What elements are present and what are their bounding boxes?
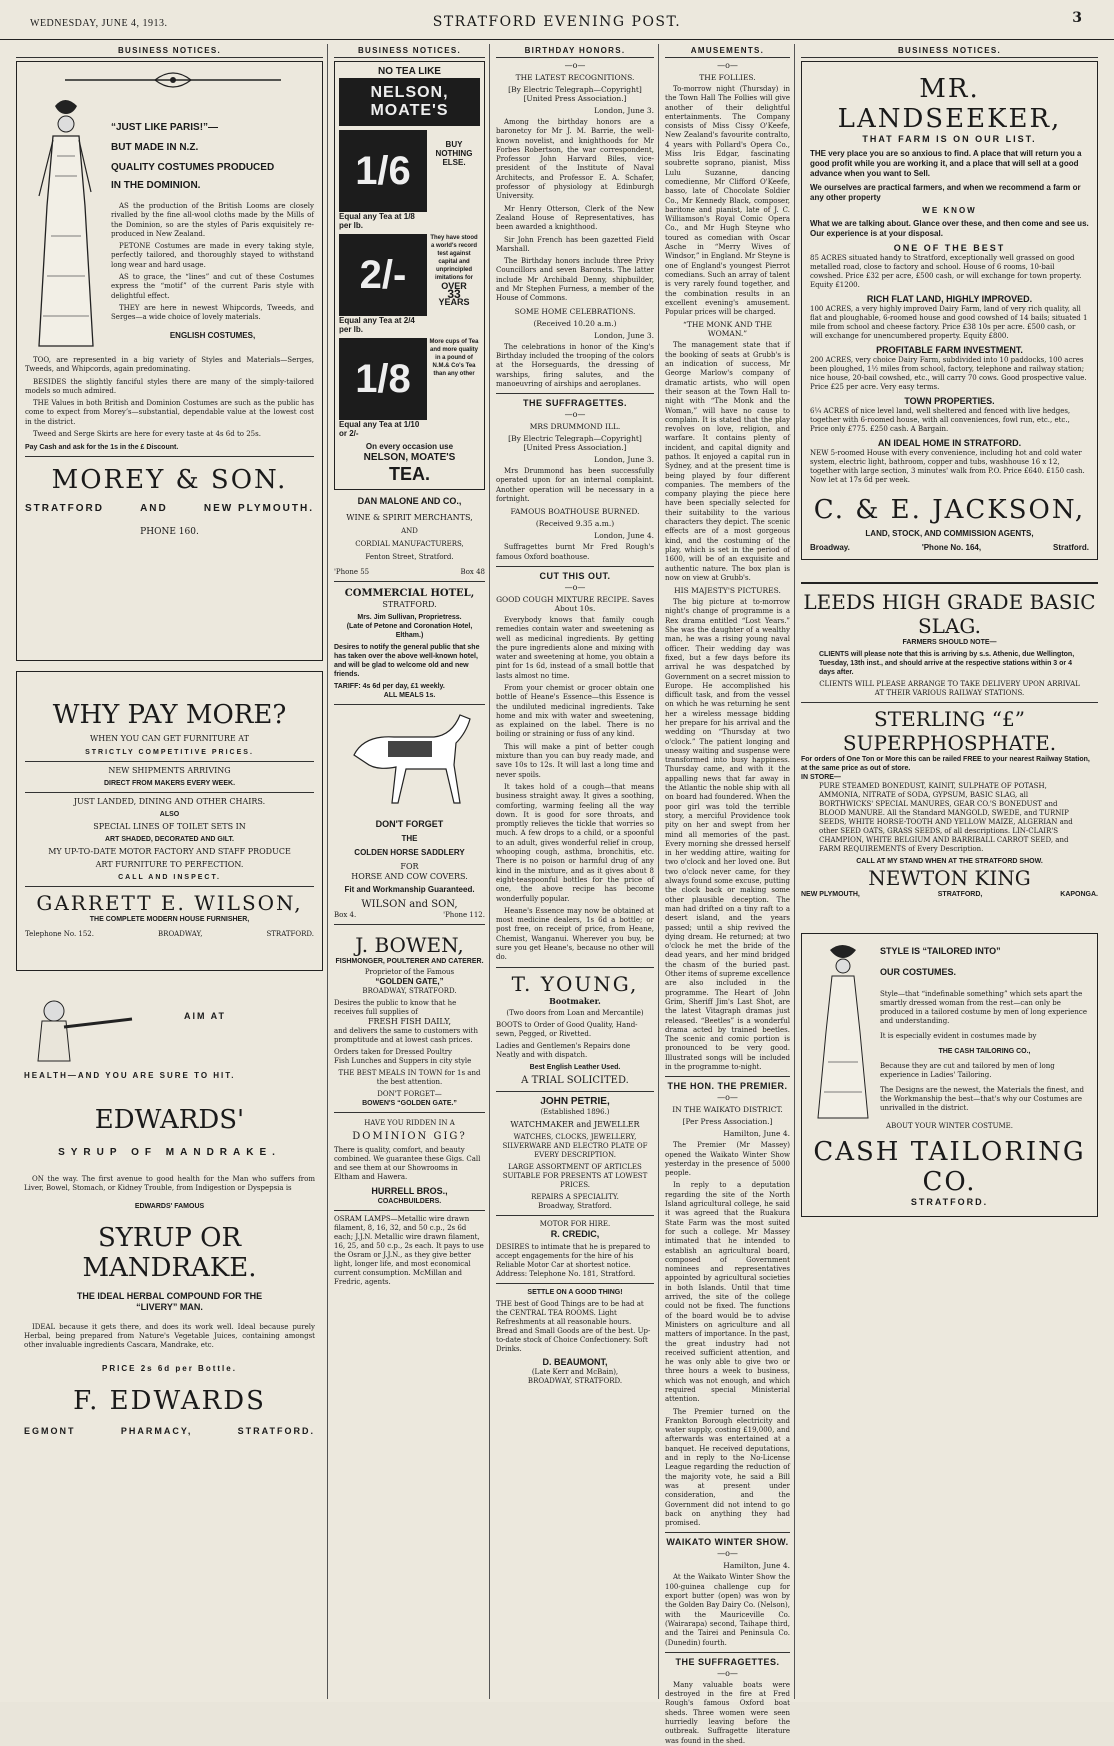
byline: [Per Press Association.] [682, 1117, 773, 1127]
morey-advert [16, 61, 323, 661]
column-3: BIRTHDAY HONORS. —o— THE LATEST RECOGNITIONS. [By Electric Telegraph—Copyright] [United Press Association.] London, June 3. Among the birthday honors are a baronetcy for Mr J. M. Barrie, the well-known novelist, and knighthoods for Mr Forbes Robertson, the war correspondent, Professor John Harvard Biles, vice-president of the Institute of Naval Architects, and Professor E. A. Schafer, professor of physiology at Edinburgh University. Mr Henry Otterson, Clerk of the New Zealand House of Representatives, has been awarded a knighthood. Sir John French has been gazetted Field Marshall. The Birthday honors include three Privy Councillors and seven Baronets. The latter include Mr Archibald Denny, shipbuilder, and Mr Stephen Furness, a member of the House of Commons. SOME HOME CELEBRATIONS. (Received 10.20 a.m.) London, June 3. The celebrations in honor of the King's Birthday included the trooping of the colors at the Horseguards, the dressing of warships, firing salutes, and the manoeuvring of airships and aeroplanes. THE SUFFRAGETTES. —o— MRS DRUMMOND ILL. [By Electric Telegraph—Copyright] [United Press Association.] London, June 3. Mrs Drummond has been successfully operated upon for an internal complaint. Another operation will be necessary in a fortnight. FAMOUS BOATHOUSE BURNED. (Received 9.35 a.m.) London, June 4. Suffragettes burnt Mr Fred Rough's famous Oxford boathouse. CUT THIS OUT. —o— GOOD COUGH MIXTURE RECIPE. Saves About 10s. Everybody knows that family cough remedies contain water and sweetening as well as medicinal ingredients. By getting the pure ingredients alone and mixing with water and sweetening at home, you obtain a pint for 1s 6d, instead of a small bottle that lasts almost no time. From your chemist or grocer obtain one bottle of Heane's Essence—this Essence is the undiluted medicinal ingredients. Take home and mix with water and sweetening, as explained on the label. There is no boiling or straining or fuss of any kind. This will make a pint of better cough mixture than you can buy ready made, and save 10s to 12s. It will last a long time and never spoils. It takes hold of a cough—that means business straight away. It gives a soothing, comforting, warming feeling all the way down. It is good for sore throats, and promptly relieves the tickle that worries so much. A few drops to a child, or a spoonful to an adult, gives wonderful relief in croup, whooping cough, asthma, bronchitis, etc. There is no poison or harmful drug of any kind in the mixture, and as it gives about 8 eight-teaspoonful bottles for the price of one, the above recipe has become wonderfully popular. Heane's Essence may now be obtained at most medicine dealers, 1s 6d a bottle; or post free, on receipt of price, from Heane, Chemist, Wanganui. Wherever you buy, be sure you get Heane's, because no other will do. T. YOUNG, Bootmaker. (Two doors from Loan and Mercantile) BOOTS to Order of Good Quality, Hand-sewn, Pegged, or Rivetted. Ladies and Gentlemen's Repairs done Neatly and with dispatch. Best English Leather Used. A TRIAL SOLICITED. JOHN PETRIE, (Established 1896.) WATCHMAKER and JEWELLER WATCHES, CLOCKS, JEWELLERY, SILVERWARE AND ELECTRO PLATE OF EVERY DESCRIPTION. LARGE ASSORTMENT OF ARTICLES SUITABLE FOR PRESENTS AT LOWEST PRICES. REPAIRS A SPECIALITY. Broadway, Stratford. MOTOR FOR HIRE. R. CREDIC, DESIRES to intimate that he is prepared to accept engagements for the hire of his Reliable Motor Car at shortest notice. Address: Telephone No. 181, Stratford. SETTLE ON A GOOD THING! THE best of Good Things are to be had at the CENTRAL TEA ROOMS. Light Refreshments at all reasonable hours. Bread and Small Goods are of the best. Up-to-date stock of Choice Confectionery. Soft Drinks. D. BEAUMONT, (Late Kerr and McBain), BROADWAY, STRATFORD. [492, 44, 659, 1699]
fresh-fish: FRESH FISH DAILY, [367, 1017, 452, 1026]
tea-price: 1/6 [339, 130, 427, 212]
subhead: ALSO [159, 811, 180, 818]
headline-made-in-nz: BUT MADE IN N.Z. [111, 142, 199, 153]
slogan: ELSE. [442, 158, 466, 167]
malone-advert [334, 496, 485, 582]
style-heading: STYLE IS “TAILORED INTO” [880, 946, 1001, 956]
location-joiner: AND [140, 503, 168, 515]
tea-price: 1/8 [339, 338, 427, 420]
famous-label: EDWARDS' FAMOUS [134, 1202, 205, 1210]
section-heading: WAIKATO WINTER SHOW. [666, 1537, 789, 1548]
paragraph: Desires the public to know that he receives full supplies of [334, 999, 457, 1016]
slag-heading: SLAG. [917, 614, 982, 638]
subhead: ART FURNITURE TO PERFECTION. [95, 860, 244, 869]
settle-heading: SETTLE ON A GOOD THING! [527, 1288, 623, 1296]
super-heading: SUPERPHOSPHATE. [842, 731, 1057, 755]
phone: 'Phone 55 [334, 568, 370, 576]
wilson-advert [16, 671, 323, 971]
paragraph: THE best of Good Things are to be had at the CENTRAL TEA ROOMS. Light Refreshments at all reasonable hours. Bread and Small Goods are of the best. Up-to-date stock of Choice Confectionery. Soft Drinks. [496, 1299, 651, 1353]
phone: 'Phone 112. [443, 911, 485, 919]
box-number: Box 4. [334, 911, 357, 919]
slag-heading: LEEDS HIGH GRADE BASIC [803, 590, 1096, 614]
newton-king-advert [801, 582, 1098, 899]
article-heading: MRS DRUMMOND ILL. [529, 422, 621, 432]
paragraph: BOOTS to Order of Good Quality, Hand-sewn, Pegged, or Rivetted. [496, 1020, 638, 1038]
in-store: IN STORE— [801, 774, 841, 781]
paragraph: TOO, are represented in a big variety of Styles and Materials—Serges, Tweeds, and Whipcords, again predominating. [25, 356, 314, 374]
byline: [By Electric Telegraph—Copyright] [United Press Association.] [508, 434, 642, 453]
rifleman-icon [24, 991, 134, 1071]
call-at-stand: CALL AT MY STAND WHEN AT THE STRATFORD SHOW. [856, 858, 1043, 865]
cash-tailoring-advert [801, 933, 1098, 1217]
paragraph: Suffragettes burnt Mr Fred Rough's famous Oxford boathouse. [496, 543, 654, 561]
street: BROADWAY, [158, 930, 203, 938]
paragraph: THEY are here in newest Whipcords, Tweeds, and Serges—a wide choice of lovely materials. [111, 303, 314, 322]
trade: COACHBUILDERS. [377, 1198, 442, 1205]
headline-dominion: IN THE DOMINION. [111, 180, 201, 191]
subhead: SPECIAL LINES OF TOILET SETS IN [93, 822, 246, 831]
dateline: London, June 3. [594, 330, 654, 340]
firm-name: WILSON and SON, [361, 899, 458, 910]
paragraph: The management state that if the booking of seats at Grubb's is an indication of success, Mr George Marlow's company of dramatic artists, who will open their season at the Town Hall to-night with “The Monk and the Woman,” will have no cause to complain. It is stated that the play revolves on love, religion, and warfare. It contains plenty of incident, and capital dignity and pathos. It enjoyed a capital run in Sydney, and at the present time is being played by four different companies. The members of the company playing the piece here have been specially selected for their suitability to the various characters they depict. The scenic effects are of a most gorgeous kind, and the costuming of the play, which is set in the period of 1600, will be of an exquisite and authentic nature. The box plan is now on view at Grubb's. [665, 341, 790, 582]
address: BROADWAY, STRATFORD. [527, 1376, 623, 1385]
locations-row [25, 503, 314, 515]
tea-brand: NELSON, MOATE'S [363, 452, 456, 463]
column-header: AMUSEMENTS. [665, 44, 790, 58]
discount-line: Pay Cash and ask for the 1s in the £ Discount. [25, 444, 179, 452]
dominion-gig: DOMINION GIG? [352, 1131, 467, 1142]
tea-years: YEARS [438, 297, 470, 307]
subhead: MY UP-TO-DATE MOTOR FACTORY AND STAFF PRODUCE [48, 847, 291, 856]
column-header: BUSINESS NOTICES. [16, 44, 323, 58]
ideal-compound: THE IDEAL HERBAL COMPOUND FOR THE [76, 1290, 263, 1301]
tea-advert [334, 61, 485, 490]
product-name: SYRUP OF MANDRAKE. [58, 1147, 281, 1158]
location: KAPONGA. [1060, 891, 1098, 898]
edwards-advert [16, 985, 323, 1625]
covers: HORSE AND COW COVERS. [351, 872, 468, 881]
late-of: (Late Kerr and McBain), [531, 1367, 619, 1376]
headline-why-pay-more: WHY PAY MORE? [52, 700, 287, 730]
address: Broadway, Stratford. [538, 1201, 612, 1210]
article-heading: HIS MAJESTY'S PICTURES. [674, 586, 781, 596]
firm-name: J. BOWEN, [355, 933, 464, 957]
address: Fenton Street, Stratford. [365, 553, 454, 561]
meals: ALL MEALS 1s. [383, 692, 436, 699]
firm-name: C. & E. JACKSON, [813, 495, 1086, 525]
headline-quality: QUALITY COSTUMES PRODUCED [111, 162, 275, 173]
trade-line: CORDIAL MANUFACTURERS, [355, 540, 464, 548]
column-2 [330, 44, 490, 1699]
street: Broadway. [810, 543, 850, 552]
slogan: BUY [445, 140, 463, 149]
listing: 85 ACRES situated handy to Stratford, exceptionally well grassed on good metalled road, close to factory and school. House of 6 rooms, 10-bail cowshed. Price £32 per acre, £500 cash, or will exchange for town property. Equity £1200. [810, 254, 1082, 289]
brand-name: EDWARDS' [94, 1105, 245, 1135]
beaumont-advert [496, 1288, 654, 1386]
paragraph: Heane's Essence may now be obtained at most medicine dealers, 1s 6d a bottle; or post free, on receipt of price, from Heane, Chemist, Wanganui. Wherever you buy, be sure you get Heane's, because no other will do. [496, 906, 654, 962]
saddlery-name: COLDEN HORSE SADDLERY [354, 848, 465, 857]
product-name-large: SYRUP OR MANDRAKE. [82, 1222, 257, 1283]
location: (Two doors from Loan and Mercantile) [506, 1008, 644, 1017]
paragraph: Mr Henry Otterson, Clerk of the New Zealand House of Representatives, has been awarded a knighthood. [496, 204, 654, 232]
article-heading: THE FOLLIES. [699, 73, 756, 82]
hurrell-advert [334, 1119, 485, 1211]
trial: A TRIAL SOLICITED. [521, 1074, 629, 1086]
dateline: Hamilton, June 4. [723, 1129, 790, 1139]
paragraph: Because they are cut and tailored by men of long experience in Ladies' Tailoring. [880, 1062, 1055, 1079]
listing-heading: TOWN PROPERTIES. [904, 396, 995, 406]
subhead: CALL AND INSPECT. [118, 874, 221, 881]
proprietress: Mrs. Jim Sullivan, Proprietress. [357, 614, 462, 621]
landseeker-advert [801, 61, 1098, 560]
town: Stratford. [1053, 543, 1089, 552]
livery-man: “LIVERY” MAN. [136, 1301, 203, 1312]
tea-equal: Equal any Tea at 1/8 per lb. [339, 212, 415, 230]
and: AND [401, 527, 418, 535]
dont-forget: DON'T FORGET— [377, 1090, 442, 1098]
paragraph: ON the way. The first avenue to good health for the Man who suffers from Liver, Bowel, Stomach, or Kidney Trouble, from Indigestion or Dyspepsia is [24, 1175, 315, 1193]
intro: We ourselves are practical farmers, and when we recommend a farm or any other property [810, 183, 1081, 202]
issue-date: WEDNESDAY, JUNE 4, 1913. [30, 18, 168, 29]
telephone: Telephone No. 152. [25, 930, 94, 938]
town: STRATFORD. [266, 930, 314, 938]
firm-name: MOREY & SON. [51, 465, 288, 496]
byline: [By Electric Telegraph—Copyright] [United Press Association.] [508, 85, 642, 103]
paragraph: The Birthday honors include three Privy Councillors and seven Baronets. The latter include Mr Archibald Denny, shipbuilder, and Mr Stephen Furness, a member of the House of Commons. [496, 257, 654, 303]
slogan: NOTHING [435, 149, 473, 158]
osram-advert: OSRAM LAMPS—Metallic wire drawn filament, 8, 16, 32, and 50 c.p., 2s 6d each; J.J.N. Metallic wire drawn filament, 16, 25, and 50 c.p., 2s each. It pays to use the Osram or J.J.N., as they give better light, longer life, and most economical current consumption. McMillan and Fredric, agents. [334, 1215, 484, 1286]
newspaper-title: STRATFORD EVENING POST. [432, 14, 682, 30]
tailoring-co: THE CASH TAILORING CO., [938, 1048, 1031, 1055]
price: PRICE 2s 6d per Bottle. [102, 1364, 237, 1374]
listing: 200 ACRES, very choice Dairy Farm, subdivided into 10 paddocks, 100 acres been ploughed, 1½ miles from school, factory, telephone and railway station; nice house, 20-bail cowshed, etc., will carry 70 cows. Good prospective value. Price £25 per acre. Very easy terms. [810, 356, 1087, 391]
young-advert [496, 972, 654, 1087]
paragraph: Tweed and Serge Skirts are here for every taste at 4s 6d to 25s. [33, 430, 261, 439]
firm-name: NEWTON KING [868, 866, 1031, 890]
tea-top: NO TEA LIKE [378, 66, 441, 77]
masthead [0, 0, 1114, 40]
meals: THE BEST MEALS IN TOWN for 1s and the best attention. [338, 1069, 481, 1086]
location: STRATFORD, [937, 891, 983, 898]
section-heading: THE SUFFRAGETTES. [675, 1656, 780, 1667]
paragraph: PETONE Costumes are made in every taking style, perfectly tailored, and thoroughly stayed to withstand long wear and hard usage. [111, 242, 314, 269]
location: STRATFORD [25, 503, 104, 515]
we-know: WE KNOW [922, 206, 977, 215]
paragraph: Desires to notify the general public that she has taken over the above well-known hotel, and will be glad to welcome old and new friends. [334, 644, 480, 678]
listing-heading: PROFITABLE FARM INVESTMENT. [876, 345, 1023, 355]
subhead: DIRECT FROM MAKERS EVERY WEEK. [103, 780, 236, 787]
page-number: 3 [1072, 10, 1082, 26]
firm-name: T. YOUNG, [511, 971, 639, 996]
trade: WATCHMAKER and JEWELLER [510, 1119, 640, 1129]
address: BROADWAY, STRATFORD. [362, 987, 457, 995]
firm-name: F. EDWARDS [73, 1386, 266, 1417]
repairs: REPAIRS A SPECIALITY. [531, 1192, 619, 1201]
petrie-advert [496, 1096, 654, 1211]
trade: FISHMONGER, POULTERER AND CATERER. [335, 958, 484, 965]
paragraph: It takes hold of a cough—that means business straight away. It gives a soothing, comforting, warming feeling all the way down. It is good for sore throats, and promptly relieves the tickle that worries so much. A few drops to a child, or a spoonful to an adult, gives wonderful relief in croup, whooping cough, asthma, bronchitis, etc. There is no poison or harmful drug of any kind in the mixture, and as it gives about 8 eight-teaspoonful bottles for the price of one, the above recipe has become wonderfully popular. [496, 782, 654, 903]
paragraph: Sir John French has been gazetted Field Marshall. [496, 235, 654, 253]
dont-forget: DON'T FORGET [375, 819, 444, 829]
town: STRATFORD. [910, 1197, 989, 1207]
paragraph: From your chemist or grocer obtain one bottle of Heane's Essence—this Essence is the undiluted medicinal ingredients. Take home and mix with water and sweetening, as explained on the label. There is no boiling or straining or fuss of any kind. [496, 683, 654, 739]
paragraph: Many valuable boats were destroyed in the fire at Fred Rough's famous Oxford boat sheds. Three women were seen hurriedly leaving before the outbreak. Suffragette literature was found in the shed. [665, 1680, 790, 1745]
trade-line: WINE & SPIRIT MERCHANTS, [346, 513, 473, 522]
received: (Received 10.20 a.m.) [533, 318, 617, 328]
paragraph: The big picture at to-morrow night's change of programme is a Rex drama entitled “Lost Years.” She was the daughter of a wealthy man, he was a rising young naval officer. Their wedding day was fixed, but a few days before its arrival he was despatched by Government on a secret mission to Europe. He accomplished his difficult task, and from the vessel on which he was returning he sent her a wireless message bidding her prepare for his arrival and the wedding on “Thursday at two o'clock.” The patient longing and uneasy waiting and suspense were transformed into busy happiness. Thursday came, and with it the appalling news that far away in the Atlantic the noble ship with all on board had foundered. When the poor girl was told the terrible story, a merciful Providence took pity on her and swept from her mind all memories of the past. Every morning she dressed herself in her wedding attire, waiting for two o'clock and her loved one. But two o'clock never came, for they always found some excuse, putting the clock back or making some other plausible deception. The man had drifted on a tiny raft to a desert island, and the years passed; until a ship revived the dying dream. He returned; at two o'clock he met the bride of the dead years, and her mind bridged the chasm of the buried past. Other items of supreme excellence are also included in the programme. The Heart of John Grim, Sheriff Jim's Last Shot, are the latest Vitagraph dramas just released. “Beetles” is a wonderful drama acted by trained beetles. The scenic and comic portion is pronounced to be very good. Illustrated songs will be included in the programme to-night. [665, 598, 790, 1071]
column-header: BUSINESS NOTICES. [334, 44, 485, 58]
listing: 6¼ ACRES of nice level land, well sheltered and fenced with live hedges, together with 6-roomed house, with all conveniences, fowl run, etc., etc., Price only £775. £250 cash. A Bargain. [810, 407, 1071, 433]
listing-heading: ONE OF THE BEST [893, 243, 1006, 253]
farmers-note: FARMERS SHOULD NOTE— [902, 639, 997, 646]
firm-name: R. CREDIC, [550, 1228, 600, 1239]
motor-for-hire: MOTOR FOR HIRE. [539, 1219, 611, 1228]
tea-years-number: 33 [447, 287, 461, 301]
phone: 'Phone No. 164, [921, 543, 982, 552]
paragraph: AS the production of the British Looms are closely rivalled by the fine all-wool cloths made by the Mills of the Dominion, so are the styles of Paris exquisitely re-produced in New Zealand. [111, 202, 314, 238]
listing-heading: RICH FLAT LAND, HIGHLY IMPROVED. [866, 294, 1033, 304]
aim-at: AIM AT [184, 1011, 226, 1021]
lady-in-costume-icon [25, 96, 105, 356]
paragraph: This will make a pint of better cough mixture than you can buy ready made, and save 10s to 12s. It will last a long time and never spoils. [496, 742, 654, 779]
firm-name: JOHN PETRIE, [540, 1095, 610, 1107]
headline-landseeker: MR. LANDSEEKER, [837, 74, 1062, 134]
paragraph: There is quality, comfort, and beauty combined. We guarantee these Gigs. Call and see them at our Showrooms in Eltham and Hawera. [334, 1146, 481, 1181]
firm-subtitle: THE COMPLETE MODERN HOUSE FURNISHER, [89, 916, 250, 923]
section-heading: CUT THIS OUT. [539, 570, 611, 581]
article-heading: FAMOUS BOATHOUSE BURNED. [510, 507, 640, 517]
contact-row [25, 930, 314, 939]
paragraph: Everybody knows that family cough remedies contain water and sweetening as well as medicinal ingredients. By getting the pure ingredients alone and mixing with water and sweetening at home, you obtain a pint for 1s 6d, instead of a small bottle that lasts almost no time. [496, 615, 654, 680]
credic-advert [496, 1220, 654, 1279]
paragraph: Style—that “indefinable something” which sets apart the smartly dressed woman from the rest—can only be produced in a tailored costume by men of long experience and understanding. [880, 990, 1087, 1025]
health-slogan: HEALTH—AND YOU ARE SURE TO HIT. [24, 1071, 236, 1080]
paragraph: To-morrow night (Thursday) in the Town Hall The Follies will give another of their delightful entertainments. The Company consists of Miss Cissy O'Keefe, New Zealand's favourite contralto, 4 years with Pollard's Opera Co., Miss Iris Edgar, fascinating soubrette soprano, pianist, Miss Lulu Suzanne, dancing comedienne, Mr Clifford O'Keefe, basso, late of Chocolate Soldier Co., Mr Kennedy Black, composer, baritone and pianist, late of J. C. Williamson's Royal Comic Opera Co., and Mr Hugh Steyne who toured as comedian with Oscar Asche in “Merry Wives of Windsor,” in England. Mr Steyne is one of England's youngest Pierrot comedians. Such an array of talent is very rarely found together, and the combination results in an excellent evening's amusement. Popular prices will be charged. [665, 85, 790, 317]
pharmacy-label: PHARMACY, [120, 1426, 193, 1437]
lunches: Fish Lunches and Suppers in city style [334, 1057, 472, 1065]
assortment: LARGE ASSORTMENT OF ARTICLES SUITABLE FOR PRESENTS AT LOWEST PRICES. [502, 1162, 648, 1189]
tariff: TARIFF: 4s 6d per day, £1 weekly. [334, 683, 445, 690]
for: FOR [400, 862, 419, 871]
leather: Best English Leather Used. [529, 1063, 621, 1071]
subhead: STRICTLY COMPETITIVE PRICES. [85, 749, 254, 756]
tea-equal: Equal any Tea at 1/10 or 2/- [339, 420, 420, 438]
firm-name: CASH TAILORING CO. [813, 1137, 1086, 1197]
firm-name: DAN MALONE AND CO., [357, 496, 462, 506]
listing: 100 ACRES, a very highly improved Dairy Farm, land of very rich quality, all flat and ploughable, 6-roomed house and good cowshed of 14 bails; situated 1 mile from school and cheese factory. Price £38 10s per acre. £500 cash, or will exchange for unencumbered property. Equity £800. [810, 305, 1088, 340]
paragraph: PURE STEAMED BONEDUST, KAINIT, SULPHATE OF POTASH, AMMONIA, NITRATE of SODA, GYPSUM, BASIC SLAG, all BORTHWICKS' SPECIAL MANURES, GEAR CO.'S BONEDUST and BLOOD MANURE. All the Standard MANGOLD, SWEDE, and TURNIP SEEDS, WHITE HORSE-TOOTH AND YELLOW MAIZE, ALGERIAN and other SEED OATS, GRASS SEEDS, of all descriptions. LIN-CLAIR'S CHAMPION, WHITE BELGIUM AND BARRIBALL CARROT SEED, and FARM REQUIREMENTS of Every Description. [819, 782, 1073, 853]
paragraph: The celebrations in honor of the King's Birthday included the trooping of the colors at the Horseguards, the dressing of warships, firing salutes, and the manoeuvring of airships and aeroplanes. [496, 342, 654, 388]
hotel-advert [334, 588, 485, 705]
subhead: NEW SHIPMENTS ARRIVING [108, 766, 231, 775]
cafe-name: BOWEN'S “GOLDEN GATE.” [362, 1100, 457, 1107]
dateline: Hamilton, June 4. [723, 1561, 790, 1571]
firm-name: D. BEAUMONT, [542, 1356, 608, 1367]
firm-name: HURRELL BROS., [371, 1186, 448, 1196]
established: (Established 1896.) [540, 1107, 610, 1116]
paragraph: The Premier turned on the Frankton Borough electricity and water supply, costing £19,000, and afterwards was entertained at a banquet. He received deputations, and in reply to the No-License League regarding the reduction of the majority vote, he said a Bill was at present under consideration, and the Government did not intend to go back on anything they had promised. [665, 1407, 790, 1528]
article-heading: SOME HOME CELEBRATIONS. [514, 306, 636, 316]
style-heading: OUR COSTUMES. [880, 967, 957, 977]
tea-word: TEA. [388, 464, 430, 484]
paragraph: Among the birthday honors are a baronetcy for Mr J. M. Barrie, the well-known novelist, and knighthoods for Mr Forbes Robertson, the war correspondent, Professor John Harvard Biles, vice-president of the Institute of Naval Architects, and Professor E. A. Schafer, professor of physiology at Edinburgh University. [496, 118, 654, 201]
winter-costume: ABOUT YOUR WINTER COSTUME. [886, 1122, 1013, 1130]
tea-brand-banner: NELSON, MOATE'S [339, 78, 480, 126]
subhead: WHEN YOU CAN GET FURNITURE AT [90, 734, 249, 743]
location: NEW PLYMOUTH, [801, 891, 860, 898]
column-header: BUSINESS NOTICES. [801, 44, 1098, 58]
trade: LAND, STOCK, AND COMMISSION AGENTS, [865, 529, 1034, 538]
paragraph: THE Values in both British and Dominion Costumes are such as the public has come to expect from Morey’s—substantial, dependable value at the lowest cost in the district. [25, 399, 314, 426]
paragraph: Mrs Drummond has been successfully operated upon for an internal complaint. Another operation will be necessary in a fortnight. [496, 467, 654, 504]
dateline: London, June 3. [594, 455, 654, 465]
super-heading: STERLING “£” [874, 707, 1025, 731]
proprietor: Proprietor of the Famous [364, 968, 455, 976]
dateline: London, June 4. [594, 531, 654, 541]
dateline: London, June 3. [594, 106, 654, 115]
late-of: (Late of Petone and Coronation Hotel, Eltham.) [346, 623, 473, 639]
paragraph: CLIENTS will please note that this is arriving by s.s. Athenic, due Wellington, Tuesday, 13th inst., and should arrive at the respective stations within 3 or 4 days after. [819, 651, 1075, 676]
decorative-flourish-icon [25, 68, 321, 92]
paragraph: and delivers the same to customers with promptitude and at lowest cash prices. [334, 1027, 479, 1044]
received: (Received 9.35 a.m.) [535, 519, 615, 529]
article-heading: THE LATEST RECOGNITIONS. [515, 73, 635, 82]
footer-row [24, 1426, 315, 1437]
trade: Bootmaker. [549, 995, 601, 1006]
article-heading: “THE MONK AND THE WOMAN.” [682, 320, 772, 339]
column-header: BIRTHDAY HONORS. [496, 44, 654, 58]
tea-over: OVER [441, 281, 467, 291]
town: STRATFORD. [382, 600, 437, 609]
guarantee: Fit and Workmanship Guaranteed. [344, 885, 475, 894]
section-heading: THE HON. THE PREMIER. [667, 1081, 788, 1092]
subhead: JUST LANDED, DINING AND OTHER CHAIRS. [73, 797, 266, 806]
paragraph: At the Waikato Winter Show the 100-guinea challenge cup for export butter (open) was won by the Golden Bay Dairy Co. (Nelson), with the Mauriceville Co. (Wairarapa) second, Taihape third, and the Tairei and Peninsula Co. (Dunedin) fourth. [665, 1573, 790, 1647]
town: STRATFORD. [237, 1426, 315, 1437]
article-heading: IN THE WAIKATO DISTRICT. [672, 1105, 783, 1115]
question: HAVE YOU RIDDEN IN A [364, 1119, 455, 1127]
paragraph: CLIENTS WILL PLEASE ARRANGE TO TAKE DELIVERY UPON ARRIVAL AT THEIR VARIOUS RAILWAY STATIONS. [819, 680, 1080, 697]
the: THE [401, 834, 418, 843]
headline-paris: “JUST LIKE PARIS!”— [111, 122, 219, 133]
paragraph: It is especially evident in costumes made by [880, 1032, 1037, 1040]
cafe-name: “GOLDEN GATE,” [375, 977, 444, 986]
paragraph: Ladies and Gentlemen's Repairs done Neatly and with dispatch. [496, 1041, 631, 1059]
listing-heading: AN IDEAL HOME IN STRATFORD. [877, 438, 1022, 448]
lady-in-costume-icon [810, 942, 874, 1122]
tea-equal: Equal any Tea at 2/4 per lb. [339, 316, 415, 334]
goods: WATCHES, CLOCKS, JEWELLERY, SILVERWARE AND ELECTRO PLATE OF EVERY DESCRIPTION. [502, 1132, 648, 1159]
saddlery-advert [334, 705, 485, 925]
subhead: ART SHADED, DECORATED AND GILT. [105, 836, 234, 843]
column-5 [797, 44, 1102, 1699]
paragraph: The Premier (Mr Massey) opened the Waikato Winter Show yesterday in the presence of 5000 people. [665, 1141, 790, 1178]
location: NEW PLYMOUTH. [203, 503, 314, 515]
paragraph: DESIRES to intimate that he is prepared to accept engagements for the hire of his Reliable Motor Car at shortest notice. [496, 1242, 651, 1269]
paragraph: The Designs are the newest, the Materials the finest, and the Workmanship the best—that's why our Costumes are unrivalled in the district. [880, 1086, 1084, 1112]
headline-english-costumes: ENGLISH COSTUMES, [169, 330, 256, 340]
listing: NEW 5-roomed House with every convenience, including hot and cold water system, electric light, bathroom, copper and tubs, washhouse 16 x 12, together with large section, 3 minutes' walk from P.O. Price £640. £150 cash. Now let at 17s 6d per week. [810, 449, 1085, 484]
paragraph: BESIDES the slightly fanciful styles there are many of the simply-tailored models so much admired. [25, 377, 314, 395]
tea-test: They have stood a world's record test against capital and unprincipled imitations for [430, 235, 478, 281]
orders: Orders taken for Dressed Poultry [334, 1048, 452, 1056]
paragraph: For orders of One Ton or More this can be railed FREE to your nearest Railway Station, at the same price as out of store. [801, 756, 1090, 772]
subhead: THAT FARM IS ON OUR LIST. [862, 134, 1037, 144]
pharmacy-name: EGMONT [24, 1426, 76, 1437]
phone-number: PHONE 160. [140, 527, 199, 538]
paragraph: In reply to a deputation regarding the site of the North Island agricultural college, he said it was agreed that the Ruakura State Farm was the most suited for such a college. Mr Massey intimated that he intended to establish an agricultural board, composed of Government nominees and representatives appointed by agricultural societies in both Islands. Until that time arrived, the site of the college could not be fixed. The functions of the board would be to advise Ministers on agriculture and all matters of importance. In the past, the great industry had not received sufficient attention, and he was only able to give two or three hours a week to business, which was not enough, and which required special Ministerial attention. [665, 1181, 790, 1404]
box-number: Box 48 [460, 568, 485, 576]
paragraph: IDEAL because it gets there, and does its work well. Ideal because purely Herbal, being prepared from Nature's Vegetable Juices, containing amongst other invaluable ingredients Cascara, Mandrake, etc. [24, 1322, 315, 1350]
firm-name: GARRETT E. WILSON, [36, 891, 303, 915]
bowen-advert [334, 933, 485, 1113]
tea-more: More cups of Tea and more quality in a pound of N.M.& Co's Tea than any other [429, 339, 479, 377]
address: Address: Telephone No. 181, Stratford. [496, 1269, 636, 1278]
column-1 [12, 44, 328, 1699]
intro: What we are talking about. Glance over these, and then come and see us. Our experience is at your disposal. [810, 219, 1089, 238]
article-heading: GOOD COUGH MIXTURE RECIPE. Saves About 10s. [496, 594, 654, 613]
intro: THE very place you are so anxious to find. A place that will return you a good profit while you are working it, and a place that will sell at a good advance when you want to Sell. [810, 149, 1082, 178]
tea-price: 2/- [339, 234, 427, 316]
section-heading: THE SUFFRAGETTES. [522, 398, 627, 409]
hotel-name: COMMERCIAL HOTEL, [344, 588, 475, 599]
horse-icon [334, 705, 484, 815]
paragraph: AS to grace, the “lines” and cut of these Costumes express the “motif” of the current Paris style with delightful effect. [111, 273, 314, 300]
tea-occasion: On every occasion use [365, 442, 454, 451]
column-4: AMUSEMENTS. —o— THE FOLLIES. To-morrow night (Thursday) in the Town Hall The Follies will give another of their delightful entertainments. The Company consists of Miss Cissy O'Keefe, New Zealand's favourite contralto, 4 years with Pollard's Opera Co., Miss Iris Edgar, fascinating soubrette soprano, pianist, Miss Lulu Suzanne, dancing comedienne, Mr Clifford O'Keefe, basso, late of Chocolate Soldier Co., Mr Kennedy Black, composer, baritone and pianist, late of J. C. Williamson's Royal Comic Opera Co., and Mr Hugh Steyne who toured as comedian with Oscar Asche in “Merry Wives of Windsor,” in England. Mr Steyne is one of England's youngest Pierrot comedians. Such an array of talent is very rarely found together, and the combination results in an excellent evening's amusement. Popular prices will be charged. “THE MONK AND THE WOMAN.” The management state that if the booking of seats at Grubb's is an indication of success, Mr George Marlow's company of dramatic artists, who will open their season at the Town Hall to-night with “The Monk and the Woman,” will have no cause to complain. It is stated that the play revolves on love, religion, and warfare. It contains plenty of incident, and capital dignity and pathos. It enjoyed a capital run in Sydney, and at the present time is being played by four different companies. The members of the company playing the piece here have been specially selected for their suitability to the various characters they depict. The scenic effects are of a most gorgeous kind, and the costuming of the play, which is set in the period of 1600, will be of an exquisite and authentic nature. The box plan is now on view at Grubb's. HIS MAJESTY'S PICTURES. The big picture at to-morrow night's change of programme is a Rex drama entitled “Lost Years.” She was the daughter of a wealthy man, he was a rising young naval officer. Their wedding day was fixed, but a few days before its arrival he was despatched by Government on a secret mission to Europe. He accomplished his difficult task, and from the vessel on which he was returning he sent her a wireless message bidding her prepare for his arrival and the wedding on “Thursday at two o'clock.” The patient longing and uneasy waiting and suspense were transformed into busy happiness. Thursday came, and with it the appalling news that far away in the Atlantic the noble ship with all on board had foundered. When the poor girl was told the terrible story, a merciful Providence took pity on her and swept from her mind all memories of the past. Every morning she dressed herself in her wedding attire, waiting for two o'clock and her loved one. But two o'clock never came, for they always found some excuse, putting the clock back or making some other plausible deception. The man had drifted on a tiny raft to a desert island, and the years passed; until a ship revived the dying dream. He returned; at two o'clock he met the bride of the dead years, and her mind bridged the chasm of the buried past. Other items of supreme excellence are also included in the programme. The Heart of John Grim, Sheriff Jim's Last Shot, are the latest Vitagraph dramas just released. “Beetles” is a wonderful drama acted by trained beetles. The scenic and comic portion is pronounced to be very good. Illustrated songs will be included in the programme to-night. THE HON. THE PREMIER. —o— IN THE WAIKATO DISTRICT. [Per Press Association.] Hamilton, June 4. The Premier (Mr Massey) opened the Waikato Winter Show yesterday in the presence of 5000 people. In reply to a deputation regarding the site of the North Island agricultural college, he said it was agreed that the Ruakura State Farm was the most suited for such a college. Mr Massey intimated that he intended to establish an agricultural board, composed of Government nominees and representatives appointed by agricultural societies in both Islands. Until that time arrived, the site of the college could not be fixed. The functions of the board would be to advise Ministers on agriculture and all matters of importance. In the past, the great industry had not received sufficient attention, and he was only able to give two or three hours a week to business, which was not enough, and which required special Ministerial attention. The Premier turned on the Frankton Borough electricity and water supply, costing £19,000, and afterwards was entertained at a banquet. He received deputations, and in reply to the No-License League regarding the reduction of the majority vote, he said a Bill was at present under consideration, and the Government did not intend to go back on anything they had promised. WAIKATO WINTER SHOW. —o— Hamilton, June 4. At the Waikato Winter Show the 100-guinea challenge cup for export butter (open) was won by the Golden Bay Dairy Co. (Nelson), with the Mauriceville Co. (Wairarapa) second, Taihape third, and the Tairei and Peninsula Co. (Dunedin) fourth. THE SUFFRAGETTES. —o— Many valuable boats were destroyed in the fire at Fred Rough's famous Oxford boat sheds. Three women were seen hurriedly leaving before the outbreak. Suffragette literature was found in the shed. [661, 44, 795, 1699]
